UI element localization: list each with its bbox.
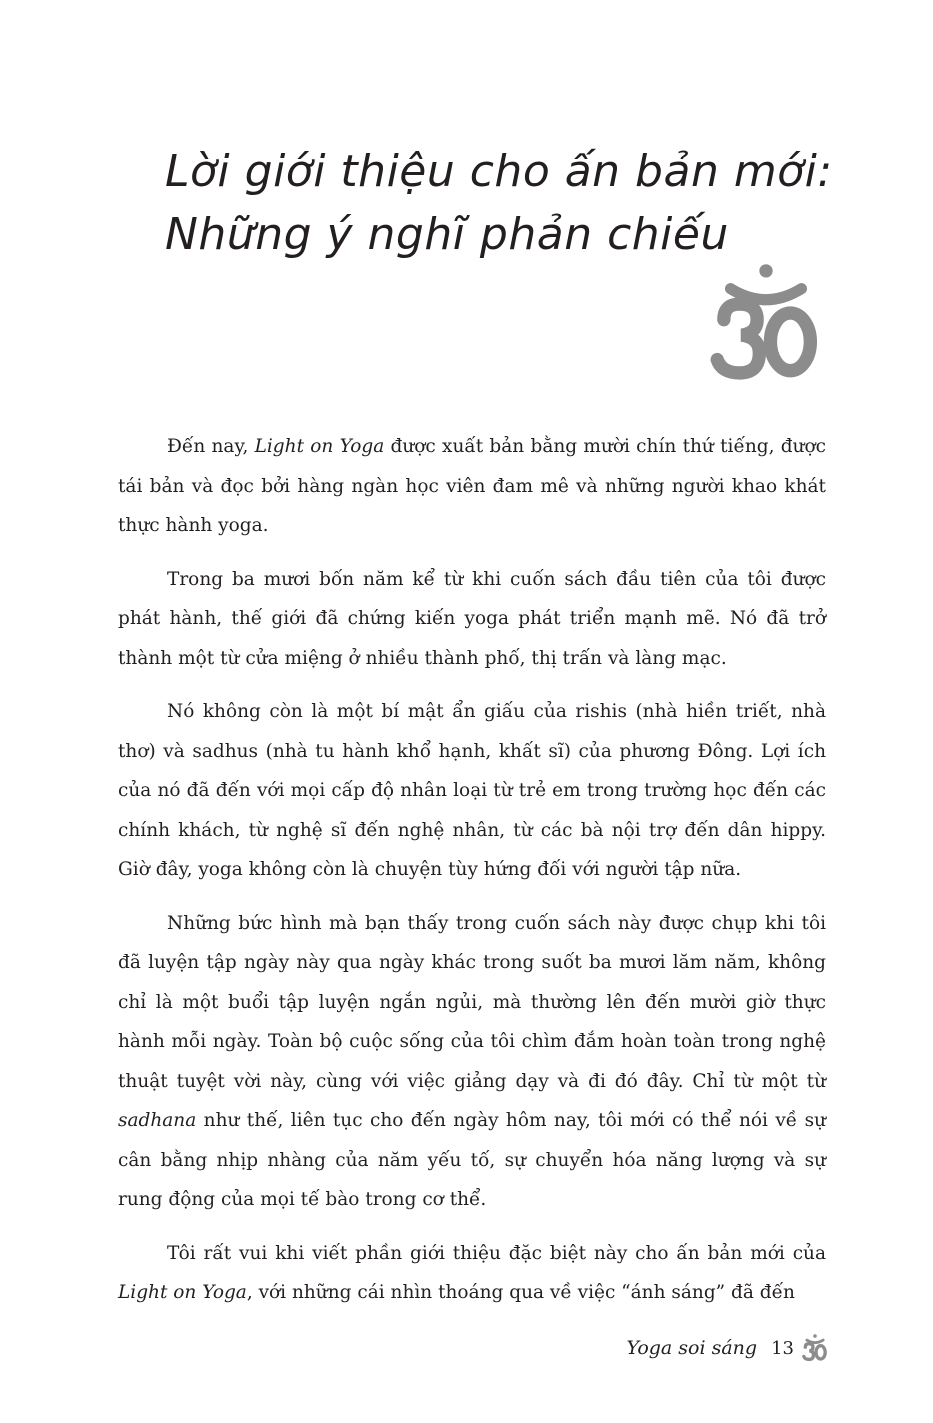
chapter-title-line-2: Những ý nghĩ phản chiếu <box>165 209 729 260</box>
chapter-title <box>165 140 865 266</box>
text-run: Tôi rất vui khi viết phần giới thiệu đặc biệt này cho ấn bản mới của <box>167 1242 826 1264</box>
italic-book-title: Light on Yoga <box>254 436 385 457</box>
text-run: Những bức hình mà bạn thấy trong cuốn sách này được chụp khi tôi đã luyện tập ngày này qua ngày khác trong suốt ba mươi lăm năm, không chỉ là một buổi tập luyện ngắn ngủi, mà thường lên đến mười giờ thực hành mỗi ngày. Toàn bộ cuộc sống của tôi chìm đắm hoàn toàn trong nghệ thuật tuyệt vời này, cùng với việc giảng dạy và đi đó đây. Chỉ từ một từ <box>118 912 826 1092</box>
paragraph <box>118 904 826 1220</box>
text-run: Trong ba mươi bốn năm kể từ khi cuốn sách đầu tiên của tôi được phát hành, thế giới đã chứng kiến yoga phát triển mạnh mẽ. Nó đã trở thành một từ cửa miệng ở nhiều thành phố, thị trấn và làng mạc. <box>118 568 826 669</box>
paragraph <box>118 560 826 679</box>
page-number: 13 <box>771 1337 794 1359</box>
om-symbol-icon <box>710 262 822 384</box>
paragraph <box>118 692 826 890</box>
italic-book-title: Light on Yoga <box>118 1282 247 1303</box>
italic-term: sadhana <box>118 1110 197 1131</box>
text-run: như thế, liên tục cho đến ngày hôm nay, tôi mới có thể nói về sự cân bằng nhịp nhàng của năm yếu tố, sự chuyển hóa năng lượng và sự rung động của mọi tế bào trong cơ thể. <box>118 1110 826 1210</box>
text-run: được xuất bản bằng mười chín thứ tiếng, được tái bản và đọc bởi hàng ngàn học viên đam mê và những người khao khát thực hành yoga. <box>118 436 827 536</box>
chapter-title-line-1: Lời giới thiệu cho ấn bản mới: <box>165 146 833 197</box>
om-symbol-icon <box>802 1334 828 1362</box>
text-run: Nó không còn là một bí mật ẩn giấu của rishis (nhà hiền triết, nhà thơ) và sadhus (nhà tu hành khổ hạnh, khất sĩ) của phương Đông. Lợi ích của nó đã đến với mọi cấp độ nhân loại từ trẻ em trong trường học đến các chính khách, từ nghệ sĩ đến nghệ nhân, từ các bà nội trợ đến dân hippy. Giờ đây, yoga không còn là chuyện tùy hứng đối với người tập nữa. <box>118 701 826 880</box>
page-footer <box>626 1330 828 1366</box>
text-run: Đến nay, <box>167 436 255 457</box>
paragraph <box>118 1234 826 1313</box>
body-text <box>118 427 826 1327</box>
paragraph <box>118 427 826 546</box>
running-title: Yoga soi sáng <box>626 1337 758 1359</box>
text-run: , với những cái nhìn thoáng qua về việc “ánh sáng” đã đến <box>246 1282 795 1303</box>
